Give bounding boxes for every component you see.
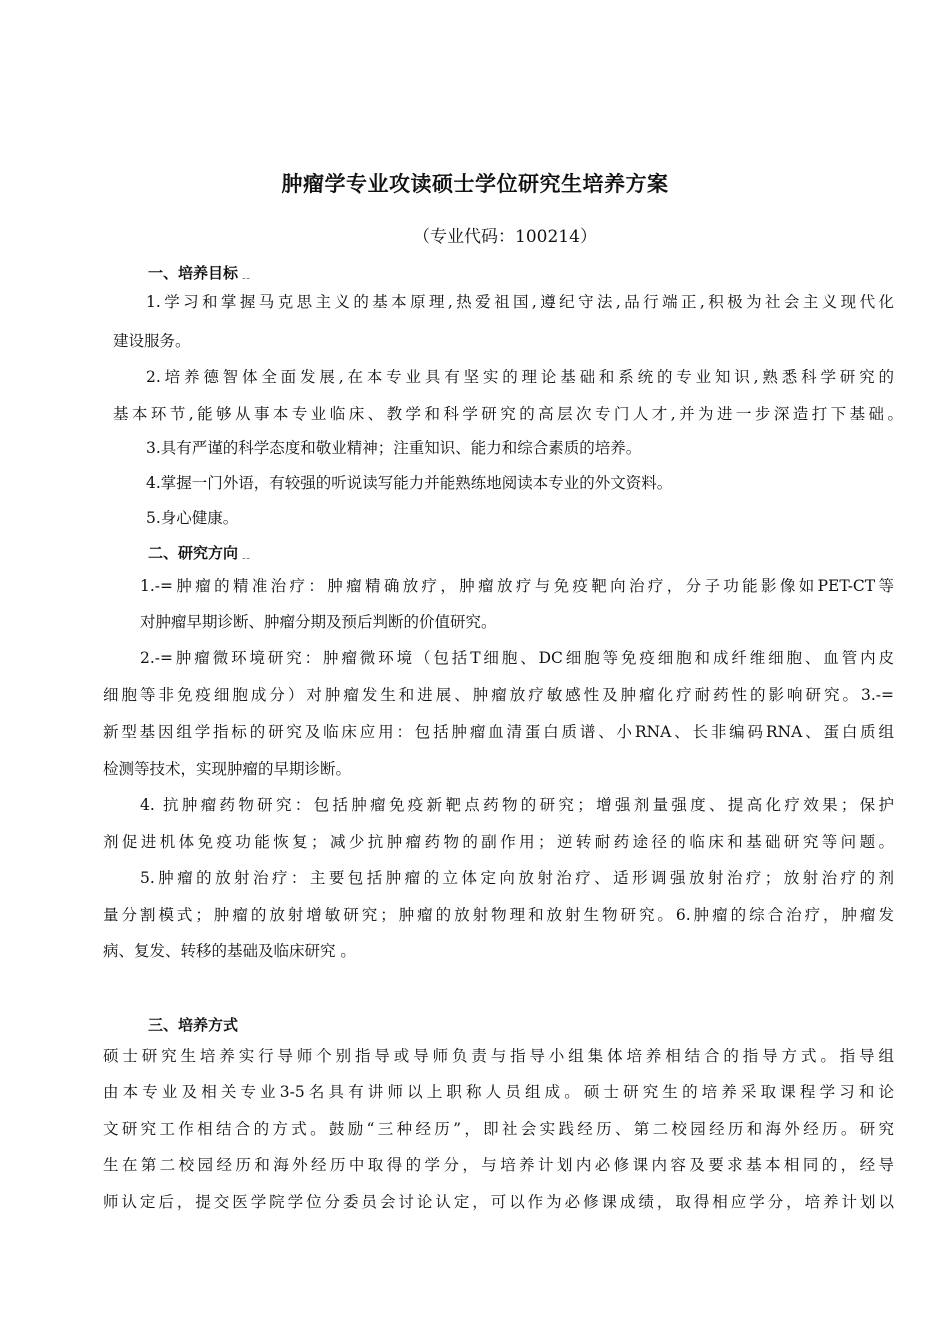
paragraph-line: 硕士研究生培养实行导师个别指导或导师负责与指导小组集体培养相结合的指导方式。指导组 bbox=[103, 1047, 894, 1065]
paragraph-line: 细胞等非免疫细胞成分）对肿瘤发生和进展、肿瘤放疗敏感性及肿瘤化疗耐药性的影响研究。3.-= bbox=[103, 686, 894, 704]
paragraph-line: 生在第二校园经历和海外经历中取得的学分，与培养计划内必修课内容及要求基本相同的，经导 bbox=[103, 1156, 894, 1174]
heading-mark: ﹎ bbox=[240, 547, 253, 561]
section-heading-goals bbox=[148, 262, 252, 283]
paragraph-line: 3.具有严谨的科学态度和敬业精神；注重知识、能力和综合素质的培养。 bbox=[146, 439, 642, 457]
section-heading-training bbox=[148, 1014, 238, 1035]
paragraph-line: 对肿瘤早期诊断、肿瘤分期及预后判断的价值研究。 bbox=[140, 613, 497, 631]
heading-text: 三、培养方式 bbox=[148, 1016, 239, 1034]
heading-mark: ﹎ bbox=[240, 267, 253, 281]
paragraph-line: 基本环节,能够从事本专业临床、教学和科学研究的高层次专门人才,并为进一步深造打下基础。 bbox=[113, 405, 903, 423]
paragraph-line: 1.-=肿瘤的精准治疗：肿瘤精确放疗，肿瘤放疗与免疫靶向治疗，分子功能影像如PET-CT等 bbox=[140, 577, 894, 595]
paragraph-line: 2.培养德智体全面发展,在本专业具有坚实的理论基础和系统的专业知识,熟悉科学研究的 bbox=[146, 368, 894, 386]
paragraph-line: 5.身心健康。 bbox=[146, 509, 239, 527]
paragraph-line: 4.掌握一门外语，有较强的听说读写能力并能熟练地阅读本专业的外文资料。 bbox=[146, 474, 673, 492]
paragraph-line: 由本专业及相关专业3-5名具有讲师以上职称人员组成。硕士研究生的培养采取课程学习和论 bbox=[103, 1083, 894, 1101]
paragraph-line: 新型基因组学指标的研究及临床应用：包括肿瘤血清蛋白质谱、小RNA、长非编码RNA、蛋白质组 bbox=[103, 723, 894, 741]
heading-text: 一、培养目标 bbox=[148, 264, 239, 282]
paragraph-line: 建设服务。 bbox=[113, 332, 191, 350]
paragraph-line: 2.-=肿瘤微环境研究：肿瘤微环境（包括T细胞、DC细胞等免疫细胞和成纤维细胞、血管内皮 bbox=[140, 649, 894, 667]
paragraph-line: 文研究工作相结合的方式。鼓励“三种经历”，即社会实践经历、第二校园经历和海外经历。研究 bbox=[103, 1120, 894, 1138]
paragraph-line: 1.学习和掌握马克思主义的基本原理,热爱祖国,遵纪守法,品行端正,积极为社会主义现代化 bbox=[146, 293, 894, 311]
paragraph-line: 病、复发、转移的基础及临床研究 。 bbox=[103, 942, 356, 960]
paragraph-line: 师认定后，提交医学院学位分委员会讨论认定，可以作为必修课成绩，取得相应学分，培养计划以 bbox=[103, 1193, 894, 1211]
paragraph-line: 量分割模式；肿瘤的放射增敏研究；肿瘤的放射物理和放射生物研究。6.肿瘤的综合治疗，肿瘤发 bbox=[103, 906, 894, 924]
section-heading-research bbox=[148, 542, 252, 563]
paragraph-line: 检测等技术，实现肿瘤的早期诊断。 bbox=[103, 760, 352, 778]
program-code: （专业代码：100214） bbox=[413, 227, 597, 247]
heading-text: 二、研究方向 bbox=[148, 544, 239, 562]
paragraph-line: 4. 抗肿瘤药物研究：包括肿瘤免疫新靶点药物的研究；增强剂量强度、提高化疗效果；保护 bbox=[140, 796, 894, 814]
paragraph-line: 剂促进机体免疫功能恢复；减少抗肿瘤药物的副作用；逆转耐药途径的临床和基础研究等问题。 bbox=[103, 833, 894, 851]
paragraph-line: 5.肿瘤的放射治疗：主要包括肿瘤的立体定向放射治疗、适形调强放射治疗；放射治疗的剂 bbox=[140, 869, 894, 887]
page-title: 肿瘤学专业攻读硕士学位研究生培养方案 bbox=[281, 172, 669, 196]
